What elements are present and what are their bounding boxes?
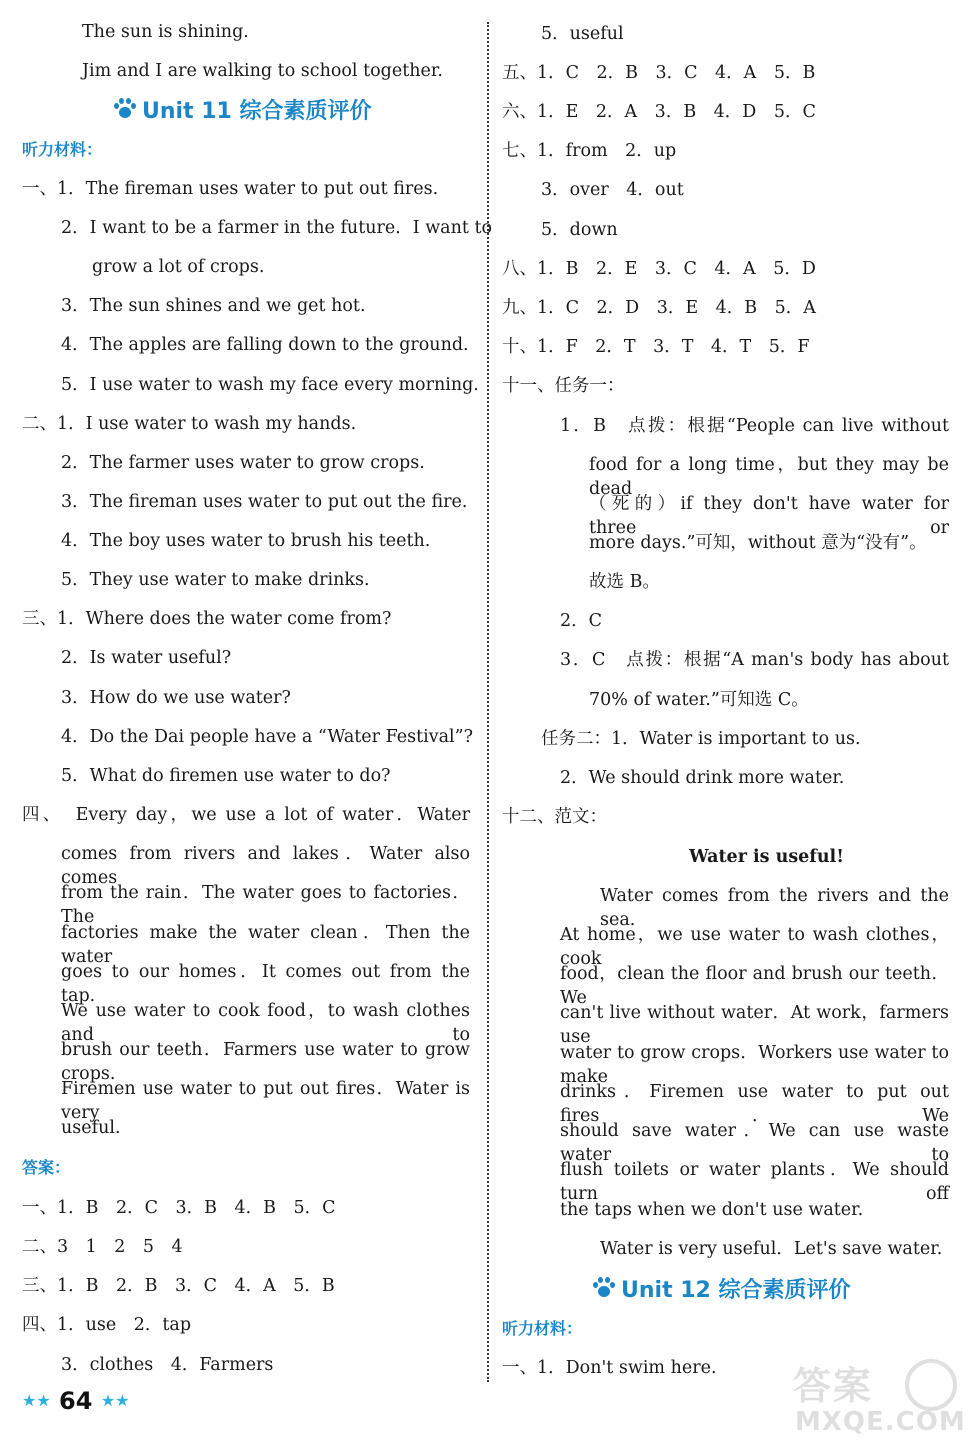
- answer-line: 三、1．B 2．B 3．C 4．A 5．B: [22, 1276, 335, 1296]
- answers-label: 答案：: [22, 1158, 71, 1177]
- answer-line: 5．down: [541, 220, 618, 240]
- essay-line: Water is very useful．Let's save water.: [600, 1239, 943, 1259]
- text-line: 三、1．Where does the water come from?: [22, 609, 392, 629]
- text-line: comes from rivers and lakes．Water also comes: [61, 844, 470, 888]
- answer-line: 2．We should drink more water.: [560, 768, 845, 788]
- text-line: 二、1．I use water to wash my hands.: [22, 414, 357, 434]
- listening-label: 听力材料：: [22, 140, 103, 159]
- unit-11-heading: [114, 97, 372, 127]
- text-line: from the rain．The water goes to factories．The: [61, 883, 470, 927]
- essay-line: the taps when we don't use water.: [560, 1200, 864, 1220]
- text-line: 2．Is water useful?: [61, 648, 232, 668]
- paw-icon: [593, 1277, 615, 1299]
- answer-line: （死的）if they don't have water for three or: [589, 494, 949, 538]
- essay-line: should save water．We can use waste water to: [560, 1121, 949, 1165]
- answer-line: 3．clothes 4．Farmers: [61, 1355, 274, 1375]
- essay-line: food，clean the floor and brush our teeth．We: [560, 964, 949, 1008]
- answer-line: 2．C: [560, 611, 603, 631]
- answer-line: 二、3 1 2 5 4: [22, 1237, 183, 1257]
- essay-line: drinks．Firemen use water to put out fires．We: [560, 1082, 949, 1126]
- page-number-value: 64: [59, 1387, 93, 1415]
- page-number: [22, 1386, 130, 1416]
- listening-label: 听力材料：: [502, 1319, 583, 1338]
- text-line: The sun is shining.: [82, 22, 249, 42]
- text-line: Firemen use water to put out fires．Water is very: [61, 1079, 470, 1123]
- text-line: 5．I use water to wash my face every morning.: [61, 375, 479, 395]
- essay-title: Water is useful!: [689, 847, 844, 867]
- paw-icon: [114, 98, 136, 120]
- watermark-text-bottom: MXQE.COM: [795, 1407, 966, 1437]
- text-line: 3．How do we use water?: [61, 688, 291, 708]
- essay-line: Water comes from the rivers and the sea.: [600, 886, 949, 930]
- text-line: Jim and I are walking to school together.: [82, 61, 443, 81]
- text-line: 4．The apples are falling down to the ground.: [61, 335, 469, 355]
- text-line: 4．The boy uses water to brush his teeth.: [61, 531, 431, 551]
- unit-12-title: Unit 12 综合素质评价: [621, 1278, 851, 1303]
- text-line: 2．I want to be a farmer in the future．I want to: [61, 218, 493, 238]
- text-line: grow a lot of crops.: [92, 257, 265, 277]
- text-line: 5．They use water to make drinks.: [61, 570, 370, 590]
- watermark-text-top: 答案: [793, 1364, 874, 1408]
- essay-line: At home，we use water to wash clothes，cook: [560, 925, 949, 969]
- answer-line: 五、1．C 2．B 3．C 4．A 5．B: [502, 63, 816, 83]
- text-line: factories make the water clean．Then the water: [61, 923, 470, 967]
- star-icon: ★: [115, 1391, 130, 1410]
- text-line: 3．The fireman uses water to put out the fire.: [61, 492, 468, 512]
- text-line: 4．Do the Dai people have a “Water Festival”?: [61, 727, 473, 747]
- answer-line: 六、1．E 2．A 3．B 4．D 5．C: [502, 102, 816, 122]
- essay-line: flush toilets or water plants．We should turn off: [560, 1160, 949, 1204]
- answer-line: 七、1．from 2．up: [502, 141, 677, 161]
- text-line: 四、 Every day，we use a lot of water．Water: [22, 805, 470, 825]
- answer-line: 3．over 4．out: [541, 180, 684, 200]
- watermark-circle: [905, 1359, 957, 1411]
- watermark-logo: [793, 1355, 966, 1440]
- answer-line: 一、1．B 2．C 3．B 4．B 5．C: [22, 1198, 336, 1218]
- text-line: useful.: [61, 1118, 121, 1138]
- essay-line: water to grow crops．Workers use water to make: [560, 1043, 949, 1087]
- text-line: 3．The sun shines and we get hot.: [61, 296, 366, 316]
- answer-line: 四、1．use 2．tap: [22, 1315, 192, 1335]
- answer-line: 十一、任务一：: [502, 376, 625, 396]
- answer-line: 70% of water.”可知选 C。: [589, 690, 809, 710]
- unit-11-title: Unit 11 综合素质评价: [142, 99, 372, 124]
- answer-line: food for a long time，but they may be dead: [589, 455, 949, 499]
- answer-line: 十二、范文：: [502, 807, 607, 827]
- answer-line: 1．B 点拨：根据“People can live without: [560, 416, 949, 436]
- answer-line: 5．useful: [541, 24, 624, 44]
- text-line: 5．What do firemen use water to do?: [61, 766, 391, 786]
- text-line: goes to our homes．It comes out from the tap.: [61, 962, 470, 1006]
- answer-line: 八、1．B 2．E 3．C 4．A 5．D: [502, 259, 816, 279]
- text-line: 一、1．Don't swim here.: [502, 1358, 717, 1378]
- star-icon: ★: [100, 1391, 116, 1410]
- text-line: 一、1．The fireman uses water to put out fires.: [22, 179, 439, 199]
- unit-12-heading: [593, 1276, 851, 1306]
- answer-line: 九、1．C 2．D 3．E 4．B 5．A: [502, 298, 816, 318]
- text-line: brush our teeth．Farmers use water to grow crops.: [61, 1040, 470, 1084]
- star-icon: ★: [22, 1391, 37, 1410]
- answer-line: 故选 B。: [589, 572, 660, 592]
- answer-line: 任务二：1．Water is important to us.: [541, 729, 861, 749]
- answer-line: 十、1．F 2．T 3．T 4．T 5．F: [502, 337, 810, 357]
- essay-line: can't live without water．At work，farmers use: [560, 1003, 949, 1047]
- answer-line: 3．C 点拨：根据“A man's body has about: [560, 650, 949, 670]
- star-icon: ★: [36, 1391, 51, 1410]
- answer-line: more days.”可知，without 意为“没有”。: [589, 533, 927, 553]
- text-line: We use water to cook food，to wash clothes and to: [61, 1001, 470, 1045]
- text-line: 2．The farmer uses water to grow crops.: [61, 453, 425, 473]
